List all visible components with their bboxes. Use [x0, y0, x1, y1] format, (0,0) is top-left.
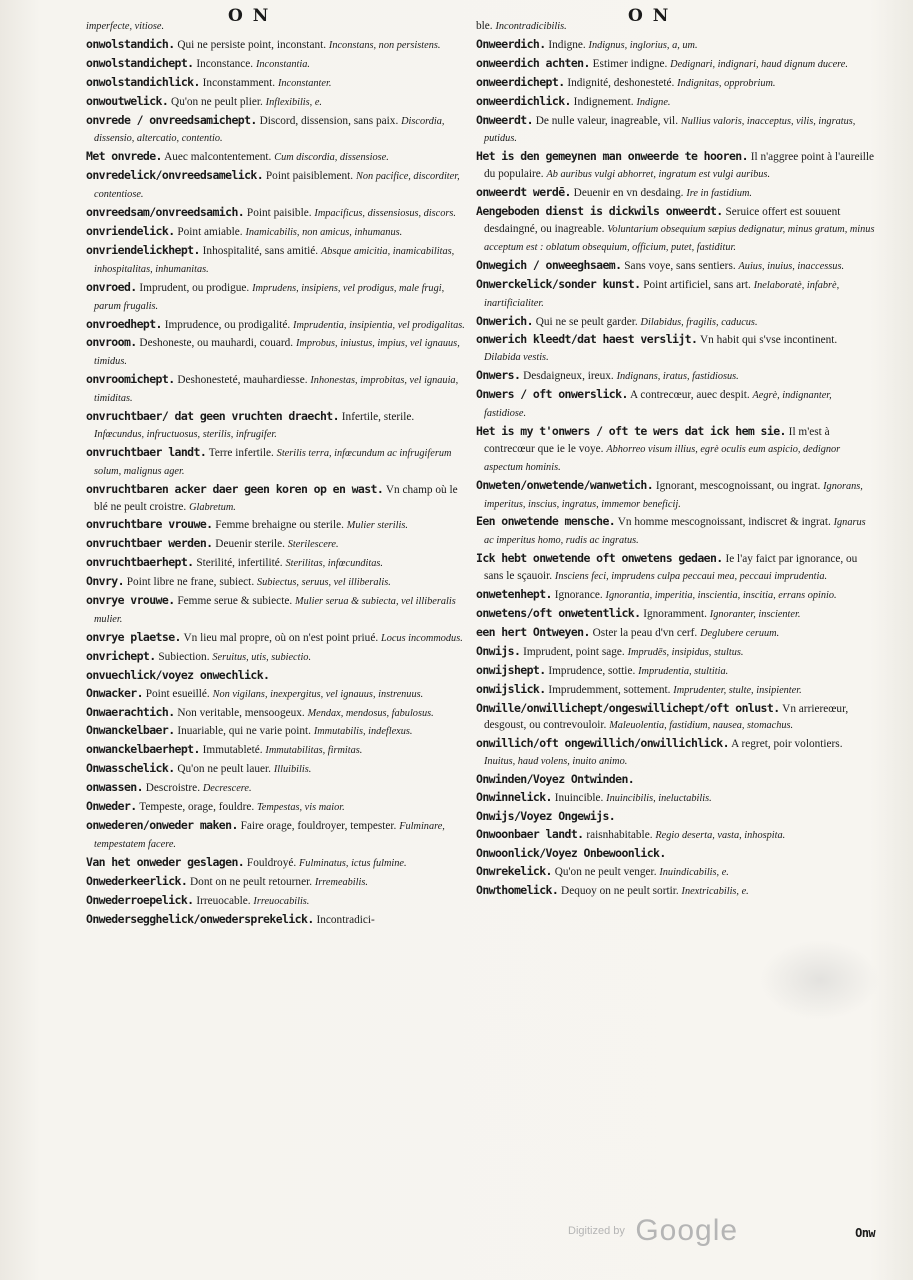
entry-french-gloss: Imprudent, ou prodigue. [136, 281, 253, 294]
entry-headword: Het is my t'onwers / oft te wers dat ick hem sie. [476, 423, 786, 438]
entry-latin-gloss: Immutabilis, indeflexus. [313, 726, 413, 738]
dictionary-entry [476, 18, 876, 36]
entry-french-gloss: Inuariable, qui ne varie point. [174, 725, 314, 738]
entry-headword: onvreedsam/onvreedsamich. [86, 205, 245, 220]
entry-french-gloss: Vn lieu mal propre, où on n'est point priué. [180, 631, 381, 644]
dictionary-entry [476, 863, 876, 882]
dictionary-entry [476, 148, 876, 184]
entry-headword: een hert Ontweyen. [476, 624, 590, 639]
entry-latin-gloss: Aegrè, indignanter, fastidiose. [484, 390, 832, 420]
entry-latin-gloss: Sterilitas, infœcunditas. [285, 558, 383, 570]
entry-headword: Onwthomelick. [476, 882, 559, 897]
dictionary-entry [476, 624, 876, 643]
dictionary-entry [476, 586, 876, 605]
entry-headword: onwassen. [86, 780, 143, 795]
entry-headword: onwetens/oft onwetentlick. [476, 606, 641, 620]
dictionary-entry [86, 223, 466, 242]
entry-latin-gloss: Irreuocabilis. [253, 895, 310, 907]
entry-headword: onvroed. [86, 279, 137, 294]
dictionary-entry [476, 423, 876, 477]
dictionary-entry [86, 204, 466, 223]
entry-latin-gloss: Ignorans, imperitus, inscius, ingratus, immemor beneficij. [484, 480, 863, 510]
dictionary-entry [476, 789, 876, 808]
left-column [86, 18, 466, 1228]
entry-latin-gloss: Cum discordia, dissensiose. [274, 152, 389, 164]
entry-latin-gloss: Inelaboratè, infabrè, inartificialiter. [484, 279, 840, 309]
entry-french-gloss: Descroistre. [142, 782, 203, 795]
entry-latin-gloss: Insciens feci, imprudens culpa peccaui mea, peccaui imprudentia. [554, 571, 828, 583]
dictionary-entry [86, 648, 466, 667]
entry-headword: Onwacker. [86, 685, 143, 700]
entry-french-gloss: Terre infertile. [206, 446, 277, 459]
entry-headword: Het is den gemeynen man onweerde te hooren. [476, 149, 748, 164]
entry-latin-gloss: Inuincibilis, ineluctabilis. [606, 793, 712, 805]
dictionary-entry [476, 700, 876, 736]
entry-french-gloss: Discord, dissension, sans paix. [256, 114, 402, 127]
entry-french-gloss: Ignorant, mescognoissant, ou ingrat. [653, 479, 824, 492]
entry-headword: Onwille/onwillichept/ongeswillichept/oft onlust. [476, 700, 780, 715]
entry-latin-gloss: Inconstantia. [255, 58, 310, 70]
dictionary-entry [476, 367, 876, 386]
entry-headword: onwolstandich. [86, 36, 175, 51]
entry-latin-gloss: Fulminare, tempestatem facere. [94, 820, 445, 850]
dictionary-entry [476, 882, 876, 901]
entry-latin-gloss: Dilabida vestis. [484, 352, 549, 364]
entry-french-gloss: Oster la peau d'vn cerf. [589, 626, 701, 639]
entry-french-gloss: Point paisible. [244, 207, 315, 220]
entry-headword: onvroomichept. [86, 372, 175, 387]
entry-headword: Onvry. [86, 574, 124, 589]
entry-french-gloss: Inuincible. [551, 792, 607, 805]
entry-latin-gloss: Mulier serua & subiecta, vel illiberalis mulier. [94, 596, 456, 625]
right-column [476, 18, 876, 1228]
entry-latin-gloss: Deglubere ceruum. [700, 627, 780, 639]
dictionary-entry [86, 279, 466, 316]
entry-headword: onvriendelick. [86, 223, 175, 238]
dictionary-entry [476, 93, 876, 112]
entry-latin-gloss: Imprudēs, insipidus, stultus. [627, 646, 744, 658]
entry-latin-gloss: Decrescere. [202, 783, 252, 795]
entry-headword: Onwanckelbaer. [86, 723, 175, 738]
dictionary-entry [86, 573, 466, 592]
entry-french-gloss: Dequoy on ne peult sortir. [558, 884, 682, 897]
running-header-right: O N [628, 6, 671, 26]
entry-headword: Van het onweder geslagen. [86, 854, 245, 869]
dictionary-entry [86, 854, 466, 873]
entry-french-gloss: De nulle valeur, inagreable, vil. [532, 114, 681, 127]
dictionary-entry [86, 873, 466, 892]
dictionary-entry [86, 408, 466, 444]
google-logo-text: Google [635, 1214, 739, 1247]
entry-french-gloss: Sans voye, sans sentiers. [621, 259, 739, 272]
entry-french-gloss: Indignement. [570, 95, 637, 108]
dictionary-entry [476, 605, 876, 624]
dictionary-entry [86, 629, 466, 648]
entry-latin-gloss: Infœcundus, infructuosus, sterilis, infrugifer. [94, 428, 277, 440]
dictionary-entry [476, 276, 876, 313]
dictionary-entry [86, 911, 466, 929]
entry-latin-gloss: Tempestas, vis maior. [257, 802, 345, 814]
entry-latin-gloss: Inconstanter. [277, 77, 332, 89]
entry-latin-gloss: imperfecte, vitiose. [86, 21, 165, 32]
entry-headword: onvuechlick/voyez onwechlick. [86, 667, 270, 682]
dictionary-entry [476, 808, 876, 826]
entry-headword: Onwederkeerlick. [86, 873, 188, 888]
entry-french-gloss: Sterilité, infertilité. [193, 557, 286, 570]
entry-latin-gloss: Inhonestas, improbitas, vel ignauia, timiditas. [94, 375, 459, 405]
entry-latin-gloss: Imprudentia, stultitia. [638, 665, 729, 677]
dictionary-entry [86, 242, 466, 279]
entry-french-gloss: Il n'aggree point à l'aureille du populaire. [484, 151, 875, 181]
entry-latin-gloss: Inextricabilis, e. [681, 885, 749, 897]
entry-headword: onwanckelbaerhept. [86, 742, 200, 757]
entry-french-gloss: Imprudence, sottie. [545, 664, 639, 677]
entry-latin-gloss: Sterilescere. [287, 539, 339, 551]
entry-latin-gloss: Dedignari, indignari, haud dignum ducere. [670, 58, 848, 70]
entry-french-gloss: Qu'on ne peult lauer. [174, 763, 274, 776]
entry-french-gloss: ble. [476, 20, 496, 32]
entry-latin-gloss: Fulminatus, ictus fulmine. [299, 857, 407, 869]
dictionary-entry [476, 735, 876, 771]
entry-latin-gloss: Mendax, mendosus, fabulosus. [307, 707, 434, 719]
entry-headword: Onwedersegghelick/onwedersprekelick. [86, 911, 314, 926]
entry-headword: onwolstandichlick. [86, 74, 200, 89]
entry-french-gloss: Seruice offert est souuent desdaingné, ou inagreable. [484, 206, 841, 235]
entry-french-gloss: Dont on ne peult retourner. [187, 875, 315, 888]
entry-latin-gloss: Glabretum. [189, 501, 236, 513]
dictionary-entry [86, 760, 466, 779]
entry-french-gloss: Ie l'ay faict par ignorance, ou sans le sçauoir. [484, 553, 858, 583]
entry-french-gloss: Imprudence, ou prodigalité. [161, 318, 294, 331]
entry-headword: Onwers / oft onwerslick. [476, 387, 628, 402]
entry-latin-gloss: Inflexibilis, e. [265, 96, 322, 108]
dictionary-entry [86, 798, 466, 817]
entry-latin-gloss: Subiectus, seruus, vel illiberalis. [256, 577, 391, 589]
dictionary-entry [476, 826, 876, 845]
entry-french-gloss: Femme serue & subiecte. [174, 595, 295, 608]
entry-latin-gloss: Abhorreo visum illius, egrè oculis eum aspicio, dedignor aspectum hominis. [484, 443, 841, 473]
entry-french-gloss: Ignorance. [551, 589, 606, 602]
entry-latin-gloss: Regio deserta, vasta, inhospita. [655, 829, 786, 841]
entry-french-gloss: Estimer indigne. [589, 57, 671, 70]
dictionary-entry [476, 845, 876, 863]
entry-french-gloss: Non veritable, mensoogeux. [174, 706, 308, 719]
dictionary-entry [86, 371, 466, 408]
entry-latin-gloss: Immutabilitas, firmitas. [265, 745, 363, 757]
entry-latin-gloss: Imprudentia, insipientia, vel prodigalitas. [293, 319, 465, 331]
entry-latin-gloss: Inuindicabilis, e. [659, 866, 729, 878]
entry-latin-gloss: Inconstans, non persistens. [328, 39, 441, 51]
dictionary-entry [86, 334, 466, 371]
running-header-left: O N [228, 6, 271, 26]
entry-latin-gloss: Incontradicibilis. [495, 21, 567, 32]
dictionary-entry [86, 516, 466, 535]
entry-latin-gloss: Ignarus ac imperitus homo, rudis ac ingratus. [484, 517, 866, 547]
dictionary-entry [86, 55, 466, 74]
entry-headword: onwetenhept. [476, 587, 552, 602]
dictionary-entry [86, 74, 466, 93]
entry-headword: Met onvrede. [86, 149, 162, 164]
entry-latin-gloss: Mulier sterilis. [346, 520, 408, 532]
entry-french-gloss: Tempeste, orage, fouldre. [136, 801, 257, 814]
entry-french-gloss: Inhospitalité, sans amitié. [199, 244, 321, 257]
entry-french-gloss: Femme brehaigne ou sterile. [212, 519, 347, 532]
catchword: Onw [855, 1226, 875, 1240]
dictionary-entry [86, 817, 466, 854]
entry-latin-gloss: Voluntarium obsequium sæpius dedignatur, minus gratum, minus acceptum est : oblatum obsequium, officium, putet, fastiditur. [484, 223, 875, 253]
entry-headword: Een onwetende mensche. [476, 514, 616, 529]
dictionary-entry [86, 722, 466, 741]
entry-french-gloss: Point esueillé. [142, 687, 213, 700]
entry-french-gloss: Qu'on ne peult plier. [168, 95, 266, 108]
watermark-caption: Digitized by [568, 1225, 625, 1237]
page-smudge [760, 940, 880, 1020]
entry-headword: Onwasschelick. [86, 761, 175, 776]
dictionary-entry [476, 331, 876, 367]
entry-headword: Onwijs/Voyez Ongewijs. [476, 808, 616, 823]
dictionary-entry [86, 481, 466, 517]
dictionary-entry [86, 741, 466, 760]
entry-french-gloss: A contrecœur, auec despit. [627, 389, 753, 402]
dictionary-entry [86, 36, 466, 55]
entry-latin-gloss: Ignoranter, inscienter. [709, 609, 801, 620]
dictionary-entry [86, 18, 466, 36]
entry-french-gloss: Irreuocable. [193, 894, 254, 907]
dictionary-entry [476, 550, 876, 586]
entry-latin-gloss: Indignus, inglorius, a, um. [588, 39, 698, 51]
entry-headword: Onwinnelick. [476, 790, 552, 805]
dictionary-entry [86, 554, 466, 573]
entry-french-gloss: Vn champ où le blé ne peult croistre. [94, 483, 458, 513]
entry-french-gloss: Point libre ne frane, subiect. [123, 576, 257, 589]
entry-french-gloss: Vn habit qui s'vse incontinent. [697, 334, 838, 347]
entry-headword: onvrichept. [86, 648, 156, 663]
entry-headword: Onwinden/Voyez Ontwinden. [476, 772, 635, 787]
entry-headword: Onwerich. [476, 313, 533, 328]
entry-french-gloss: Deshonesteté, mauhardiesse. [174, 374, 311, 387]
entry-headword: onvredelick/onvreedsamelick. [86, 168, 264, 183]
dictionary-entry [86, 779, 466, 798]
dictionary-entry [476, 386, 876, 423]
entry-headword: Onwijs. [476, 643, 521, 658]
entry-latin-gloss: Ab auribus vulgi abhorret, ingratum est vulgi auribus. [546, 169, 771, 181]
entry-headword: onweerdt werdē. [476, 185, 571, 200]
entry-latin-gloss: Ire in fastidium. [686, 188, 753, 200]
entry-headword: Onwederroepelick. [86, 892, 194, 907]
entry-french-gloss: Point artificiel, sans art. [640, 278, 754, 291]
entry-french-gloss: Subiection. [155, 650, 213, 663]
entry-french-gloss: Indigne. [545, 38, 589, 51]
entry-headword: onvroedhept. [86, 316, 162, 331]
entry-latin-gloss: Non pacifice, discorditer, contentiose. [94, 171, 460, 201]
entry-latin-gloss: Auius, inuius, inaccessus. [738, 260, 845, 272]
dictionary-entry [86, 704, 466, 723]
entry-headword: onwerich kleedt/dat haest verslijt. [476, 332, 698, 347]
entry-french-gloss: Vn arriereœur, desgoust, ou contrevouloir. [484, 702, 849, 732]
entry-headword: onvruchtbaren acker daer geen koren op en wast. [86, 481, 384, 496]
entry-headword: Onwrekelick. [476, 863, 552, 878]
entry-french-gloss: Deshoneste, ou mauhardi, couard. [136, 337, 296, 350]
entry-latin-gloss: Seruitus, utis, subiectio. [212, 651, 312, 663]
entry-french-gloss: Vn homme mescognoissant, indiscret & ingrat. [615, 516, 834, 529]
entry-headword: onvruchtbaer/ dat geen vruchten draecht. [86, 409, 339, 424]
entry-headword: onwijshept. [476, 662, 546, 677]
entry-french-gloss: Infertile, sterile. [338, 411, 415, 424]
entry-headword: onwolstandichept. [86, 55, 194, 70]
dictionary-entry [476, 112, 876, 149]
dictionary-entry [86, 685, 466, 704]
entry-headword: onwijslick. [476, 681, 546, 696]
entry-headword: onvriendelickhept. [86, 242, 200, 257]
entry-latin-gloss: Indignitas, opprobrium. [677, 77, 776, 89]
entry-headword: Onwaerachtich. [86, 704, 175, 719]
entry-french-gloss: Inconstance. [193, 57, 256, 70]
entry-french-gloss: Deuenir sterile. [212, 538, 288, 551]
entry-headword: onwillich/oft ongewillich/onwillichlick. [476, 736, 729, 751]
dictionary-entry [476, 55, 876, 74]
dictionary-entry [86, 167, 466, 204]
entry-headword: onvrede / onvreedsamichept. [86, 112, 257, 127]
entry-latin-gloss: Locus incommodus. [380, 632, 463, 644]
dictionary-entry [476, 771, 876, 789]
dictionary-entry [86, 444, 466, 481]
entry-french-gloss: Incontradici- [313, 913, 375, 926]
entry-headword: onwoutwelick. [86, 93, 169, 108]
dictionary-entry [476, 662, 876, 681]
entry-french-gloss: Immutableté. [199, 744, 266, 757]
entry-headword: Onwoonbaer landt. [476, 826, 584, 841]
entry-french-gloss: Faire orage, fouldroyer, tempester. [237, 819, 400, 832]
entry-latin-gloss: Non vigilans, inexpergitus, vel ignauus, instrenuus. [212, 688, 424, 700]
entry-french-gloss: raisnhabitable. [583, 828, 656, 841]
entry-latin-gloss: Absque amicitia, inamicabilitas, inhospitalitas, inhumanitas. [94, 245, 455, 275]
entry-french-gloss: Ignoramment. [640, 608, 710, 620]
entry-french-gloss: Deuenir en vn desdaing. [570, 187, 687, 200]
dictionary-entry [476, 643, 876, 662]
entry-french-gloss: A regret, poir volontiers. [728, 738, 843, 751]
entry-headword: onvruchtbaer landt. [86, 444, 207, 459]
dictionary-entry [476, 513, 876, 550]
dictionary-entry [476, 257, 876, 276]
entry-latin-gloss: Impacificus, dissensiosus, discors. [314, 208, 456, 220]
dictionary-entry [476, 184, 876, 203]
dictionary-entry [476, 313, 876, 332]
entry-french-gloss: Inconstamment. [199, 76, 278, 89]
entry-latin-gloss: Imprudenter, stulte, insipienter. [673, 684, 802, 696]
dictionary-entry [86, 892, 466, 911]
entry-latin-gloss: Inamicabilis, non amicus, inhumanus. [245, 226, 403, 238]
entry-headword: Onwerckelick/sonder kunst. [476, 276, 641, 291]
dictionary-entry [86, 667, 466, 685]
entry-headword: onvruchtbare vrouwe. [86, 517, 213, 532]
entry-french-gloss: Qu'on ne peult venger. [551, 865, 660, 878]
entry-latin-gloss: Indigne. [636, 96, 671, 108]
entry-french-gloss: Imprudent, point sage. [520, 645, 628, 658]
entry-headword: Onwegich / onweeghsaem. [476, 257, 622, 272]
entry-headword: onvrye vrouwe. [86, 593, 175, 608]
entry-headword: Onweerdich. [476, 36, 546, 51]
entry-latin-gloss: Illuibilis. [273, 764, 312, 776]
entry-latin-gloss: Sterilis terra, infœcundum ac infrugiferum solum, malignus ager. [94, 447, 452, 477]
entry-latin-gloss: Ignorantia, imperitia, inscientia, inscitia, errans opinio. [605, 590, 837, 602]
entry-latin-gloss: Discordia, dissensio, altercatio, contentio. [94, 115, 445, 145]
entry-headword: Onwoonlick/Voyez Onbewoonlick. [476, 845, 666, 860]
digitized-watermark [568, 1214, 738, 1248]
entry-headword: onweerdichept. [476, 74, 565, 89]
entry-french-gloss: Point paisiblement. [263, 170, 356, 183]
entry-french-gloss: Qui ne se peult garder. [532, 315, 641, 328]
dictionary-entry [476, 36, 876, 55]
entry-headword: onvrye plaetse. [86, 629, 181, 644]
entry-french-gloss: Desdaigneux, ireux. [520, 370, 617, 383]
entry-headword: Ick hebt onwetende oft onwetens gedaen. [476, 551, 723, 566]
entry-headword: onwederen/onweder maken. [86, 817, 238, 832]
dictionary-entry [86, 535, 466, 554]
entry-headword: onweerdichlick. [476, 93, 571, 108]
entry-french-gloss: Qui ne persiste point, inconstant. [174, 38, 329, 51]
dictionary-entry [86, 316, 466, 335]
entry-headword: onvruchtbaer werden. [86, 536, 213, 551]
entry-french-gloss: Imprudemment, sottement. [545, 683, 674, 696]
entry-headword: onweerdich achten. [476, 55, 590, 70]
entry-latin-gloss: Inuitus, haud volens, inuito animo. [484, 756, 628, 768]
entry-latin-gloss: Nullius valoris, inacceptus, vilis, ingratus, putidus. [484, 115, 856, 145]
dictionary-entry [86, 112, 466, 149]
entry-headword: onvroom. [86, 335, 137, 350]
entry-french-gloss: Auec malcontentement. [161, 151, 275, 164]
entry-latin-gloss: Improbus, iniustus, impius, vel ignauus, timidus. [94, 338, 460, 368]
entry-headword: Onweerdt. [476, 112, 533, 127]
entry-headword: Aengeboden dienst is dickwils onweerdt. [476, 204, 723, 219]
entry-latin-gloss: Dilabidus, fragilis, caducus. [640, 316, 758, 328]
entry-latin-gloss: Maleuolentia, fastidium, nausea, stomachus. [609, 720, 794, 732]
dictionary-entry [86, 93, 466, 112]
entry-latin-gloss: Irremeabilis. [314, 876, 368, 888]
dictionary-entry [86, 592, 466, 629]
dictionary-entry [476, 203, 876, 257]
dictionary-entry [476, 477, 876, 514]
entry-headword: Onweten/onwetende/wanwetich. [476, 477, 654, 492]
entry-headword: Onwers. [476, 368, 521, 383]
entry-latin-gloss: Imprudens, insipiens, vel prodigus, male frugi, parum frugalis. [94, 282, 445, 312]
entry-french-gloss: Indignité, deshonesteté. [564, 76, 678, 89]
entry-headword: Onweder. [86, 799, 137, 814]
entry-latin-gloss: Indignans, iratus, fastidiosus. [616, 371, 739, 383]
dictionary-entry [476, 74, 876, 93]
entry-french-gloss: Point amiable. [174, 225, 246, 238]
dictionary-entry [476, 681, 876, 700]
dictionary-entry [86, 148, 466, 167]
entry-french-gloss: Fouldroyé. [244, 856, 300, 869]
entry-french-gloss: Il m'est à contrecœur que ie le voye. [484, 425, 830, 455]
entry-headword: onvruchtbaerhept. [86, 555, 194, 570]
